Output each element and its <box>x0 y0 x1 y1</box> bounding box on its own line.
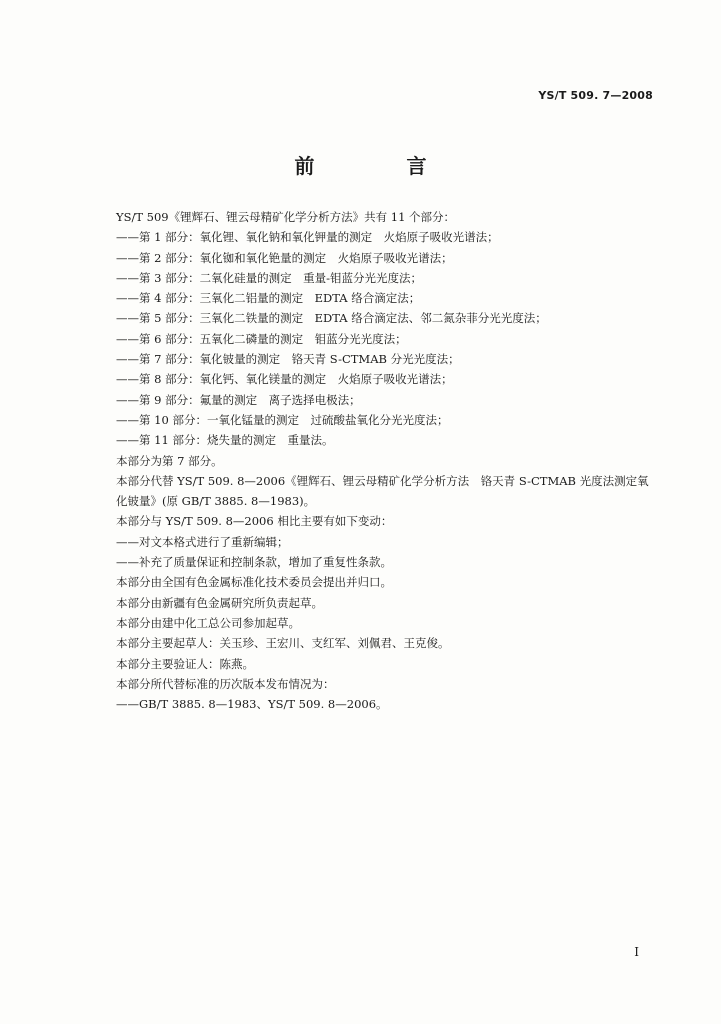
paragraph-drafters: 本部分主要起草人：关玉珍、王宏川、支红军、刘佩君、王克俊。 <box>116 636 450 651</box>
list-item-part-6: ——第 6 部分：五氧化二磷量的测定 钼蓝分光光度法； <box>116 331 407 346</box>
paragraph-proposer: 本部分由全国有色金属标准化技术委员会提出并归口。 <box>116 575 392 590</box>
paragraph-changes: 本部分与 YS/T 509. 8—2006 相比主要有如下变动： <box>116 514 393 529</box>
page-number: I <box>634 945 639 959</box>
list-item-part-5: ——第 5 部分：三氧化二铁量的测定 EDTA 络合滴定法、邻二氮杂菲分光光度法； <box>116 311 547 326</box>
paragraph-part-number: 本部分为第 7 部分。 <box>116 453 223 468</box>
list-item-change-2: ——补充了质量保证和控制条款，增加了重复性条款。 <box>116 555 392 570</box>
list-item-change-1: ——对文本格式进行了重新编辑； <box>116 534 289 549</box>
paragraph-verifier: 本部分主要验证人：陈燕。 <box>116 656 254 671</box>
paragraph-replaces: 本部分代替 YS/T 509. 8—2006《锂辉石、锂云母精矿化学分析方法 铬天青 S-CTMAB 光度法测定氧化铍量》(原 GB/T 3885. 8—1983)。 <box>116 473 649 509</box>
list-item-part-3: ——第 3 部分：二氧化硅量的测定 重量-钼蓝分光光度法； <box>116 270 423 285</box>
list-item-part-11: ——第 11 部分：烧失量的测定 重量法。 <box>116 433 334 448</box>
page-title: 前 言 <box>294 154 463 178</box>
list-item-part-4: ——第 4 部分：三氧化二铝量的测定 EDTA 络合滴定法； <box>116 291 421 306</box>
list-item-part-10: ——第 10 部分：一氧化锰量的测定 过硫酸盐氧化分光光度法； <box>116 412 449 427</box>
paragraph-drafter-org: 本部分由新疆有色金属研究所负责起草。 <box>116 595 323 610</box>
list-item-part-7: ——第 7 部分：氧化铍量的测定 铬天青 S-CTMAB 分光光度法； <box>116 352 460 367</box>
paragraph-history: 本部分所代替标准的历次版本发布情况为： <box>116 676 335 691</box>
standard-code: YS/T 509. 7—2008 <box>538 89 653 102</box>
list-item-part-2: ——第 2 部分：氧化铷和氧化铯量的测定 火焰原子吸收光谱法； <box>116 250 453 265</box>
foreword-body <box>92 207 652 714</box>
list-item-part-9: ——第 9 部分：氟量的测定 离子选择电极法； <box>116 392 361 407</box>
paragraph-co-drafter: 本部分由建中化工总公司参加起草。 <box>116 615 300 630</box>
paragraph-intro: YS/T 509《锂辉石、锂云母精矿化学分析方法》共有 11 个部分： <box>116 210 456 224</box>
list-item-part-8: ——第 8 部分：氧化钙、氧化镁量的测定 火焰原子吸收光谱法； <box>116 372 453 387</box>
list-item-part-1: ——第 1 部分：氧化锂、氧化钠和氧化钾量的测定 火焰原子吸收光谱法； <box>116 230 499 245</box>
list-item-history: ——GB/T 3885. 8—1983、YS/T 509. 8—2006。 <box>116 697 388 712</box>
